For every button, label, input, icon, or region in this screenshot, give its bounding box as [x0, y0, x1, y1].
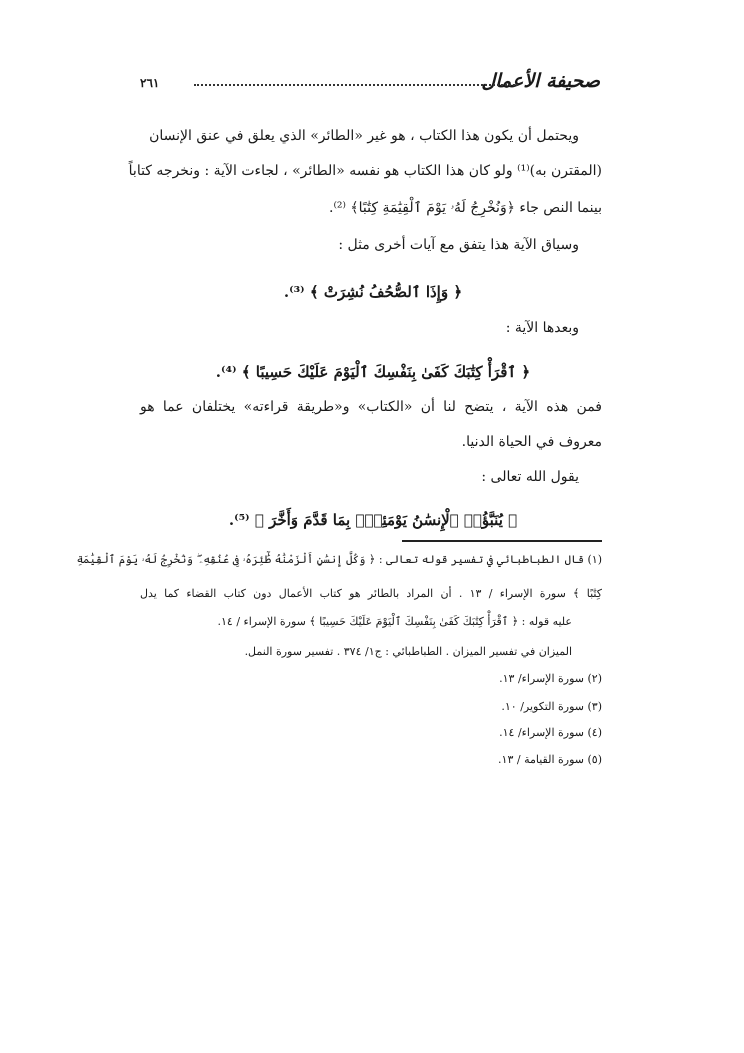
footnote-5: (٥) سورة القيامة / ١٣. [498, 753, 602, 766]
running-title: صحيفة الأعمال [481, 70, 600, 92]
page-number: ٢٦١ [140, 76, 160, 90]
footnote-1-line-1: (١) قال الطباطبائي في تفسير قوله تعالى : ﴿ وَكُلَّ إِنسَٰنٍ أَلْزَمْنَٰهُ طَٰٓئِرَهُۥ فِى عُنُقِهِۦ ۖ وَنُخْرِجُ لَهُۥ يَوْمَ ٱلْقِيَٰمَةِ [76, 553, 602, 566]
footnote-3: (٣) سورة التكوير/ ١٠. [501, 700, 602, 713]
page-header [140, 70, 600, 100]
quran-verse-2: ﴿ ٱقْرَأْ كِتَٰبَكَ كَفَىٰ بِنَفْسِكَ ٱلْيَوْمَ عَلَيْكَ حَسِيبًا ﴾ ⁽⁴⁾. [215, 363, 531, 381]
footnote-divider [402, 540, 602, 542]
footnote-1-line-4: الميزان في تفسير الميزان . الطباطبائي : ج١/ ٣٧٤ . تفسير سورة النمل. [244, 645, 572, 658]
quran-verse-1: ﴿ وَإِذَا ٱلصُّحُفُ نُشِرَتْ ﴾ ⁽³⁾. [283, 283, 463, 301]
header-leader-dots [194, 84, 518, 86]
paragraph-3: وبعدها الآية : [505, 320, 579, 336]
footnote-2: (٢) سورة الإسراء/ ١٣. [499, 672, 602, 685]
quran-verse-3: ﴿ يُنَبَّؤُا۟ ٱلْإِنسَٰنُ يَوْمَئِذٍۭ بِمَا قَدَّمَ وَأَخَّرَ ﴾ ⁽⁵⁾. [228, 511, 518, 529]
paragraph-1-line-3: بينما النص جاء ﴿وَنُخْرِجُ لَهُۥ يَوْمَ ٱلْقِيَٰمَةِ كِتَٰبًا﴾ ⁽²⁾. [329, 200, 602, 216]
footnote-1-line-2: كِتَٰبًا ﴾ سورة الإسراء / ١٣ . أن المراد بالطائر هو كتاب الأعمال دون كتاب القضاء كما يدل [140, 587, 602, 600]
paragraph-5: يقول الله تعالى : [481, 469, 579, 485]
paragraph-1-line-2: (المقترن به)⁽¹⁾ ولو كان هذا الكتاب هو نفسه «الطائر» ، لجاءت الآية : ونخرجه كتاباً [128, 163, 602, 179]
paragraph-4-line-2: معروف في الحياة الدنيا. [461, 434, 602, 450]
footnote-1-line-3: عليه قوله : ﴿ ٱقْرَأْ كِتَٰبَكَ كَفَىٰ بِنَفْسِكَ ٱلْيَوْمَ عَلَيْكَ حَسِيبًا ﴾ سورة الإسراء / ١٤. [217, 615, 572, 628]
paragraph-2: وسياق الآية هذا يتفق مع آيات أخرى مثل : [338, 237, 579, 253]
footnote-4: (٤) سورة الإسراء/ ١٤. [499, 726, 602, 739]
paragraph-4-line-1: فمن هذه الآية ، يتضح لنا أن «الكتاب» و«طريقة قراءته» يختلفان عما هو [140, 399, 602, 415]
paragraph-1-line-1: ويحتمل أن يكون هذا الكتاب ، هو غير «الطائر» الذي يعلق في عنق الإنسان [149, 128, 579, 144]
